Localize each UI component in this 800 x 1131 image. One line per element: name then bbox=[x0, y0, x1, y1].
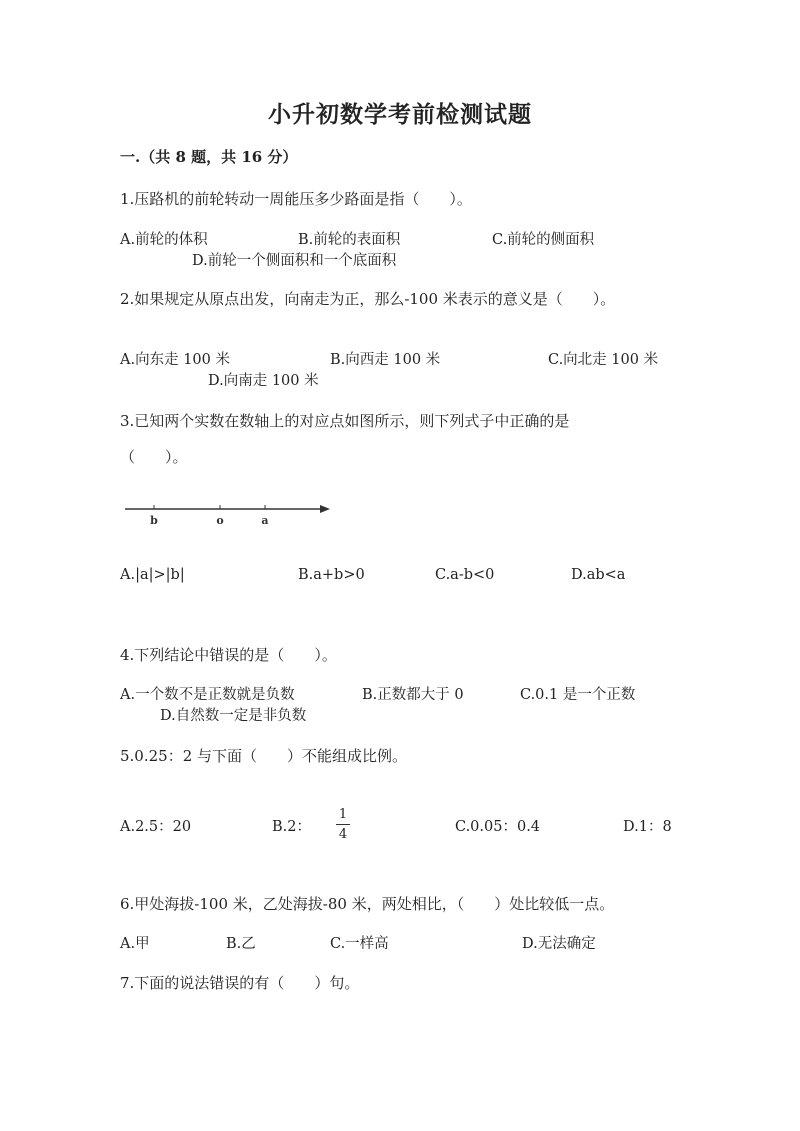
q6-option-b: B.乙 bbox=[226, 936, 256, 952]
q1-option-a: A.前轮的体积 bbox=[120, 232, 208, 248]
question-4: 4.下列结论中错误的是（ ）。 bbox=[120, 646, 337, 664]
number-line-figure bbox=[120, 498, 340, 538]
question-3-blank: （ ）。 bbox=[120, 448, 188, 466]
q6-option-a: A.甲 bbox=[120, 936, 150, 952]
q3-option-a: A.|a|>|b| bbox=[120, 567, 185, 583]
label-b: b bbox=[150, 514, 158, 527]
fraction-numerator: 1 bbox=[338, 807, 348, 822]
question-2: 2.如果规定从原点出发，向南走为正，那么-100 米表示的意义是（ ）。 bbox=[120, 290, 616, 308]
number-line-arrow bbox=[320, 505, 330, 513]
q5-option-a: A.2.5：20 bbox=[120, 819, 192, 835]
fraction-bar bbox=[336, 824, 350, 825]
q3-option-d: D.ab<a bbox=[571, 567, 626, 583]
q4-option-c: C.0.1 是一个正数 bbox=[520, 687, 636, 703]
fraction-denominator: 4 bbox=[338, 827, 348, 842]
q4-option-a: A.一个数不是正数就是负数 bbox=[120, 687, 295, 703]
q3-option-b: B.a+b>0 bbox=[298, 567, 365, 583]
q2-option-c: C.向北走 100 米 bbox=[548, 352, 659, 368]
section-header: 一.（共 8 题，共 16 分） bbox=[120, 148, 298, 166]
question-3: 3.已知两个实数在数轴上的对应点如图所示，则下列式子中正确的是 bbox=[120, 412, 570, 430]
q2-option-b: B.向西走 100 米 bbox=[330, 352, 441, 368]
q6-option-c: C.一样高 bbox=[330, 936, 389, 952]
q1-option-c: C.前轮的侧面积 bbox=[492, 232, 595, 248]
question-6: 6.甲处海拔-100 米，乙处海拔-80 米，两处相比，（ ）处比较低一点。 bbox=[120, 895, 615, 913]
q5-option-c: C.0.05：0.4 bbox=[455, 819, 541, 835]
page-title: 小升初数学考前检测试题 bbox=[268, 101, 532, 128]
question-5: 5.0.25：2 与下面（ ）不能组成比例。 bbox=[120, 747, 408, 765]
q1-option-b: B.前轮的表面积 bbox=[298, 232, 401, 248]
q5-option-d: D.1：8 bbox=[623, 819, 672, 835]
label-a: a bbox=[261, 514, 269, 527]
q3-option-c: C.a-b<0 bbox=[435, 567, 495, 583]
label-o: o bbox=[216, 514, 224, 527]
question-1: 1.压路机的前轮转动一周能压多少路面是指（ ）。 bbox=[120, 190, 472, 208]
q2-option-a: A.向东走 100 米 bbox=[120, 352, 230, 368]
q1-option-d: D.前轮一个侧面积和一个底面积 bbox=[192, 253, 397, 269]
q6-option-d: D.无法确定 bbox=[522, 936, 596, 952]
q2-option-d: D.向南走 100 米 bbox=[208, 373, 319, 389]
q4-option-b: B.正数都大于 0 bbox=[362, 687, 464, 703]
q5-option-b: B.2： bbox=[272, 819, 311, 835]
q4-option-d: D.自然数一定是非负数 bbox=[160, 708, 307, 724]
fraction-one-quarter bbox=[336, 806, 350, 843]
question-7: 7.下面的说法错误的有（ ）句。 bbox=[120, 974, 360, 992]
